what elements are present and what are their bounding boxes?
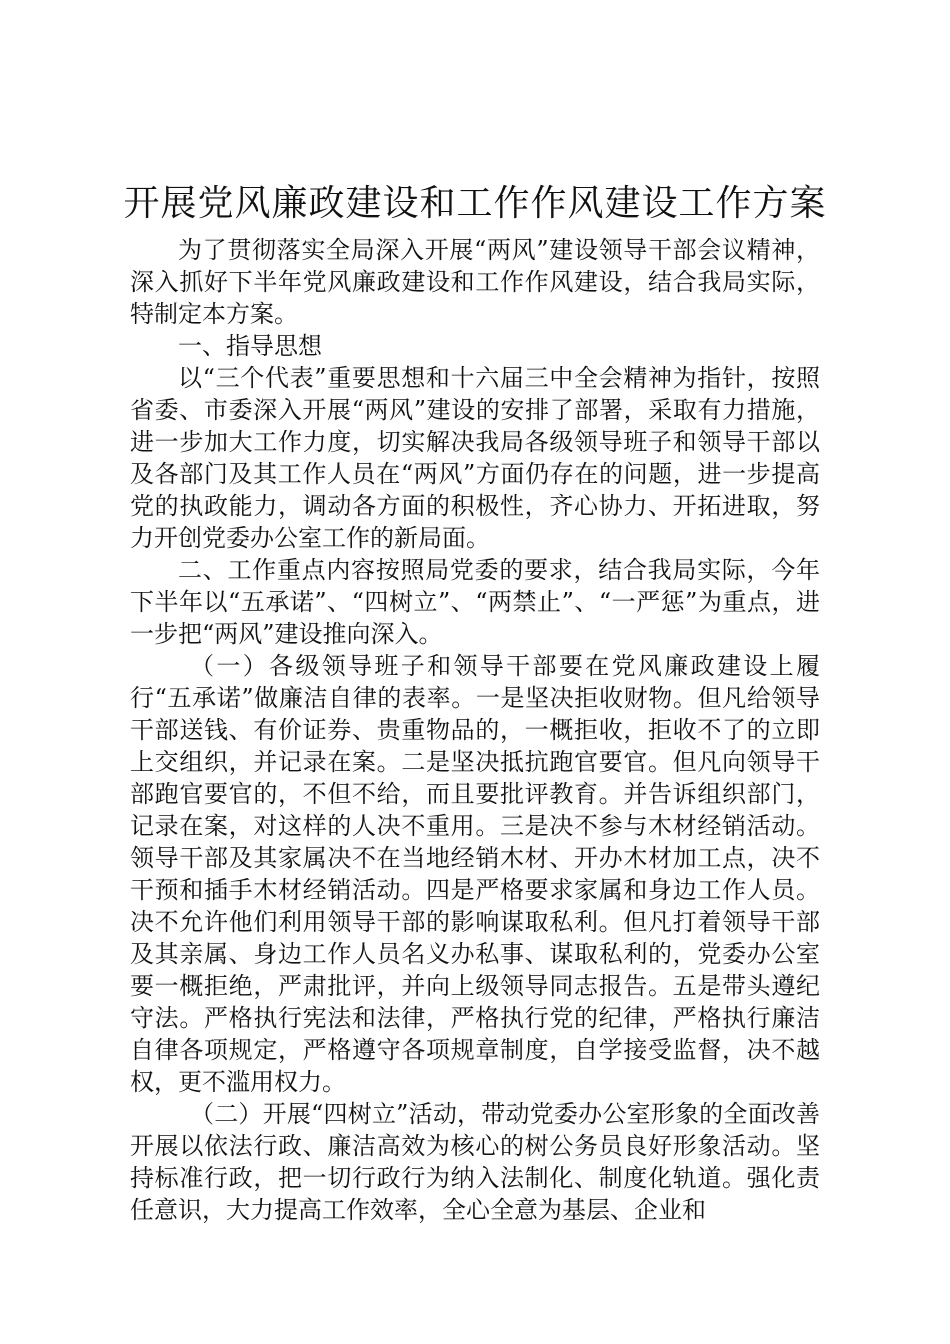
work-focus-paragraph: 二、工作重点内容按照局党委的要求，结合我局实际，今年下半年以“五承诺”、“四树立”、“两禁止”、“一严惩”为重点，进一步把“两风”建设推向深入。 [130,556,820,648]
subsection-four-establishments: （二）开展“四树立”活动，带动党委办公室形象的全面改善开展以依法行政、廉洁高效为核心的树公务员良好形象活动。坚持标准行政，把一切行政行为纳入法制化、制度化轨道。强化责任意识，大力提高工作效率，全心全意为基层、企业和 [130,1100,820,1224]
subsection-five-commitments: （一）各级领导班子和领导干部要在党风廉政建设上履行“五承诺”做廉洁自律的表率。一是坚决拒收财物。但凡给领导干部送钱、有价证券、贵重物品的，一概拒收，拒收不了的立即上交组织，并记录在案。二是坚决抵抗跑官要官。但凡向领导干部跑官要官的，不但不给，而且要批评教育。并告诉组织部门，记录在案，对这样的人决不重用。三是决不参与木材经销活动。领导干部及其家属决不在当地经销木材、开办木材加工点，决不干预和插手木材经销活动。四是严格要求家属和身边工作人员。决不允许他们利用领导干部的影响谋取私利。但凡打着领导干部及其亲属、身边工作人员名义办私事、谋取私利的，党委办公室要一概拒绝，严肃批评，并向上级领导同志报告。五是带头遵纪守法。严格执行宪法和法律，严格执行党的纪律，严格执行廉洁自律各项规定，严格遵守各项规章制度，自学接受监督，决不越权，更不滥用权力。 [130,652,820,1096]
section-heading-guiding-ideology: 一、指导思想 [178,332,322,360]
intro-paragraph: 为了贯彻落实全局深入开展“两风”建设领导干部会议精神，深入抓好下半年党风廉政建设和工作作风建设，结合我局实际，特制定本方案。 [130,236,820,328]
guiding-ideology-paragraph: 以“三个代表”重要思想和十六届三中全会精神为指针，按照省委、市委深入开展“两风”建设的安排了部署，采取有力措施，进一步加大工作力度，切实解决我局各级领导班子和领导干部以及各部门及其工作人员在“两风”方面仍存在的问题，进一步提高党的执政能力，调动各方面的积极性，齐心协力、开拓进取，努力开创党委办公室工作的新局面。 [130,364,820,552]
document-body [130,234,820,1226]
document-title: 开展党风廉政建设和工作作风建设工作方案 [123,183,827,224]
